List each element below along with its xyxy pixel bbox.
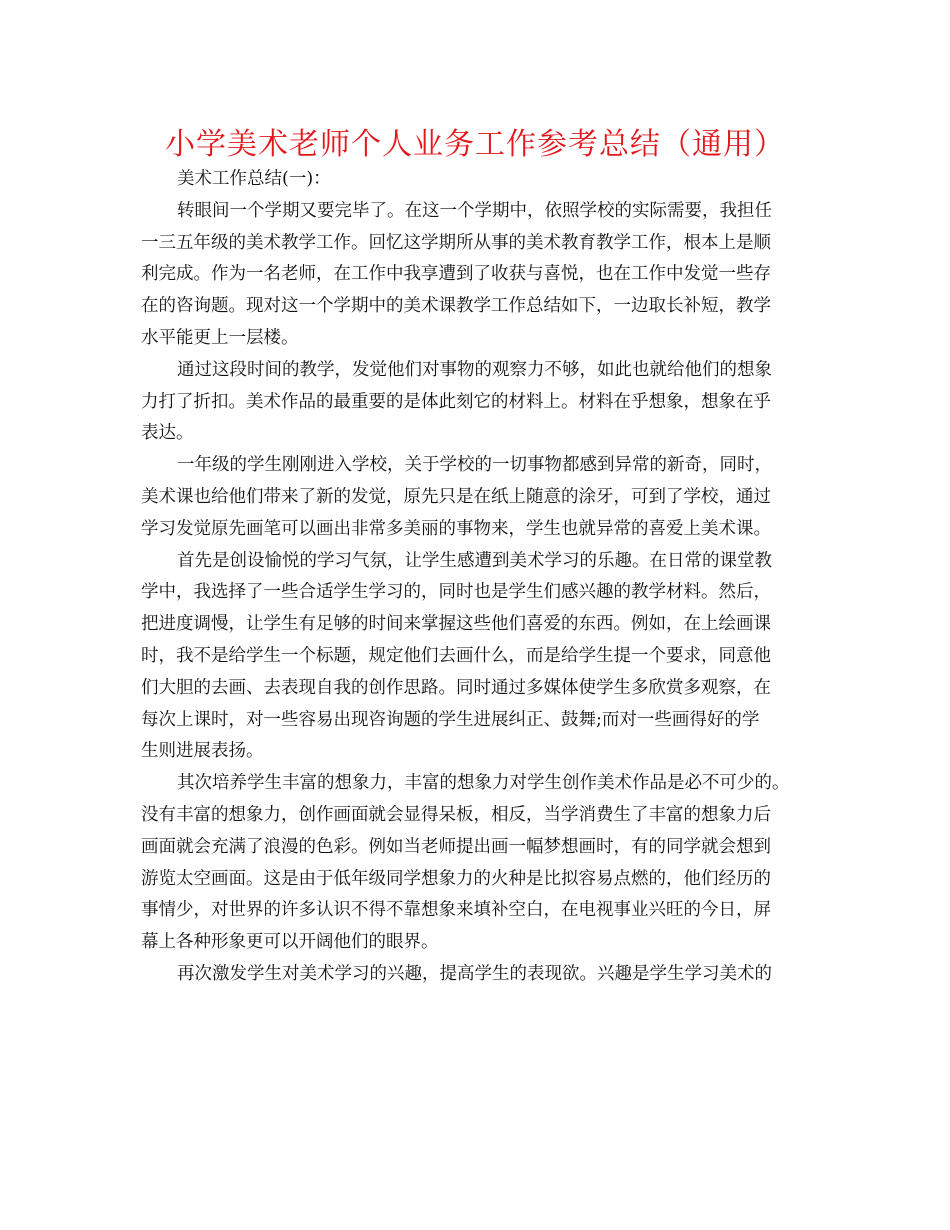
section-heading: 美术工作总结(一)： bbox=[177, 169, 331, 189]
paragraph-line: 时，我不是给学生一个标题，规定他们去画什么，而是给学生提一个要求，同意他 bbox=[141, 645, 771, 666]
paragraph-line: 一三五年级的美术教学工作。回忆这学期所从事的美术教育教学工作，根本上是顺 bbox=[141, 232, 771, 253]
paragraph-line: 幕上各种形象更可以开阔他们的眼界。 bbox=[141, 932, 439, 953]
paragraph-line: 游览太空画面。这是由于低年级同学想象力的火种是比拟容易点燃的，他们经历的 bbox=[141, 868, 771, 889]
paragraph-line: 其次培养学生丰富的想象力，丰富的想象力对学生创作美术作品是必不可少的。 bbox=[177, 773, 790, 794]
paragraph-line: 水平能更上一层楼。 bbox=[141, 327, 299, 348]
paragraph-line: 表达。 bbox=[141, 423, 194, 444]
paragraph-line: 把进度调慢，让学生有足够的时间来掌握这些他们喜爱的东西。例如，在上绘画课 bbox=[141, 614, 771, 635]
paragraph-line: 没有丰富的想象力，创作画面就会显得呆板，相反，当学消费生了丰富的想象力后 bbox=[141, 804, 771, 825]
paragraph-line: 利完成。作为一名老师，在工作中我享遭到了收获与喜悦，也在工作中发觉一些存 bbox=[141, 264, 771, 285]
document-title: 小学美术老师个人业务工作参考总结（通用） bbox=[165, 127, 785, 162]
paragraph-line: 一年级的学生刚刚进入学校，关于学校的一切事物都感到异常的新奇，同时， bbox=[177, 455, 772, 476]
paragraph-line: 每次上课时，对一些容易出现咨询题的学生进展纠正、鼓舞;而对一些画得好的学 bbox=[141, 709, 760, 730]
paragraph-line: 们大胆的去画、去表现自我的创作思路。同时通过多媒体使学生多欣赏多观察，在 bbox=[141, 677, 771, 698]
paragraph-line: 事情少，对世界的许多认识不得不靠想象来填补空白，在电视事业兴旺的今日，屏 bbox=[141, 900, 771, 921]
document-body bbox=[141, 164, 823, 991]
paragraph-line: 画面就会充满了浪漫的色彩。例如当老师提出画一幅梦想画时，有的同学就会想到 bbox=[141, 836, 771, 857]
paragraph-line: 通过这段时间的教学，发觉他们对事物的观察力不够，如此也就给他们的想象 bbox=[177, 359, 772, 380]
paragraph-line: 美术课也给他们带来了新的发觉，原先只是在纸上随意的涂牙，可到了学校，通过 bbox=[141, 486, 771, 507]
paragraph-line: 首先是创设愉悦的学习气氛，让学生感遭到美术学习的乐趣。在日常的课堂教 bbox=[177, 550, 772, 571]
paragraph-line: 转眼间一个学期又要完毕了。在这一个学期中，依照学校的实际需要，我担任 bbox=[177, 200, 772, 221]
paragraph-line: 生则进展表扬。 bbox=[141, 741, 264, 762]
paragraph-line: 在的咨询题。现对这一个学期中的美术课教学工作总结如下，一边取长补短，教学 bbox=[141, 296, 771, 317]
paragraph-line: 学中，我选择了一些合适学生学习的，同时也是学生们感兴趣的教学材料。然后， bbox=[141, 582, 771, 603]
paragraph-line: 学习发觉原先画笔可以画出非常多美丽的事物来，学生也就异常的喜爱上美术课。 bbox=[141, 518, 771, 539]
paragraph-line: 力打了折扣。美术作品的最重要的是体此刻它的材料上。材料在乎想象，想象在乎 bbox=[141, 391, 771, 412]
paragraph-line: 再次激发学生对美术学习的兴趣，提高学生的表现欲。兴趣是学生学习美术的 bbox=[177, 963, 772, 984]
